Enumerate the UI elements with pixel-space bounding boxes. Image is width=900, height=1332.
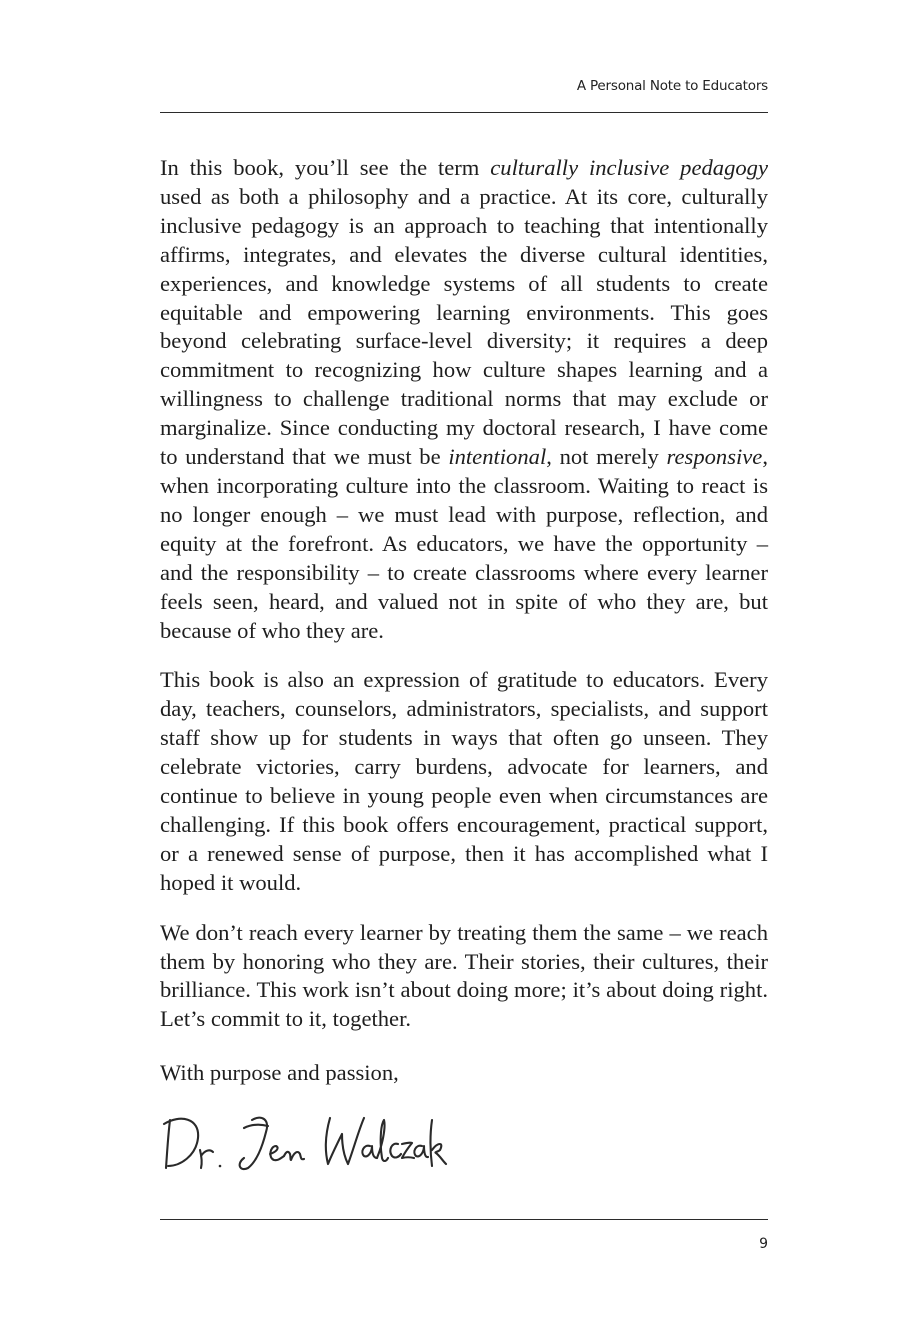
- running-header: A Personal Note to Educators: [576, 78, 768, 94]
- p1-text-a: In this book, you’ll see the term: [160, 155, 491, 180]
- page-number: 9: [759, 1236, 768, 1252]
- p1-italic-intentional: intentional: [448, 444, 547, 470]
- header-rule: [160, 112, 768, 113]
- signature-image: [160, 1106, 450, 1182]
- body-text: [160, 154, 768, 1034]
- p1-text-b: used as both a philosophy and a practice. At its core, culturally inclusive pedagogy is an approach to teaching that intentionally affirms, integrates, and elevates the diverse cultural identities, experiences, and knowledge systems of all students to create equitable and empowering learning environments. This goes beyond celebrating surface-level diversity; it requires a deep commitment to recognizing how culture shapes learning and a willingness to challenge traditional norms that may exclude or marginalize. Since conducting my doctoral research, I have come to understand that we must be: [160, 183, 768, 470]
- footer-rule: [160, 1219, 768, 1220]
- paragraph-1: [160, 154, 768, 645]
- p1-italic-term: culturally inclusive pedagogy: [490, 155, 768, 180]
- paragraph-2: This book is also an expression of gratitude to educators. Every day, teachers, counselors, administrators, specialists, and support staff show up for students in ways that often go unseen. They celebrate victories, carry burdens, advocate for learners, and continue to believe in young people even when circumstances are challenging. If this book offers encouragement, practical support, or a renewed sense of purpose, then it has accomplished what I hoped it would.: [160, 667, 768, 895]
- signoff: With purpose and passion,: [160, 1060, 399, 1085]
- p1-text-d: , when incorporating culture into the classroom. Waiting to react is no longer enough – we must lead with purpose, reflection, and equity at the forefront. As educators, we have the opportunity – and the responsibility – to create classrooms where every learner feels seen, heard, and valued not in spite of who they are, but because of who they are.: [160, 444, 768, 643]
- paragraph-3: We don’t reach every learner by treating them the same – we reach them by honoring who they are. Their stories, their cultures, their brilliance. This work isn’t about doing more; it’s about doing right. Let’s commit to it, together.: [160, 919, 768, 1032]
- p1-text-c: , not merely: [546, 444, 667, 470]
- p1-italic-responsive: responsive: [666, 444, 763, 470]
